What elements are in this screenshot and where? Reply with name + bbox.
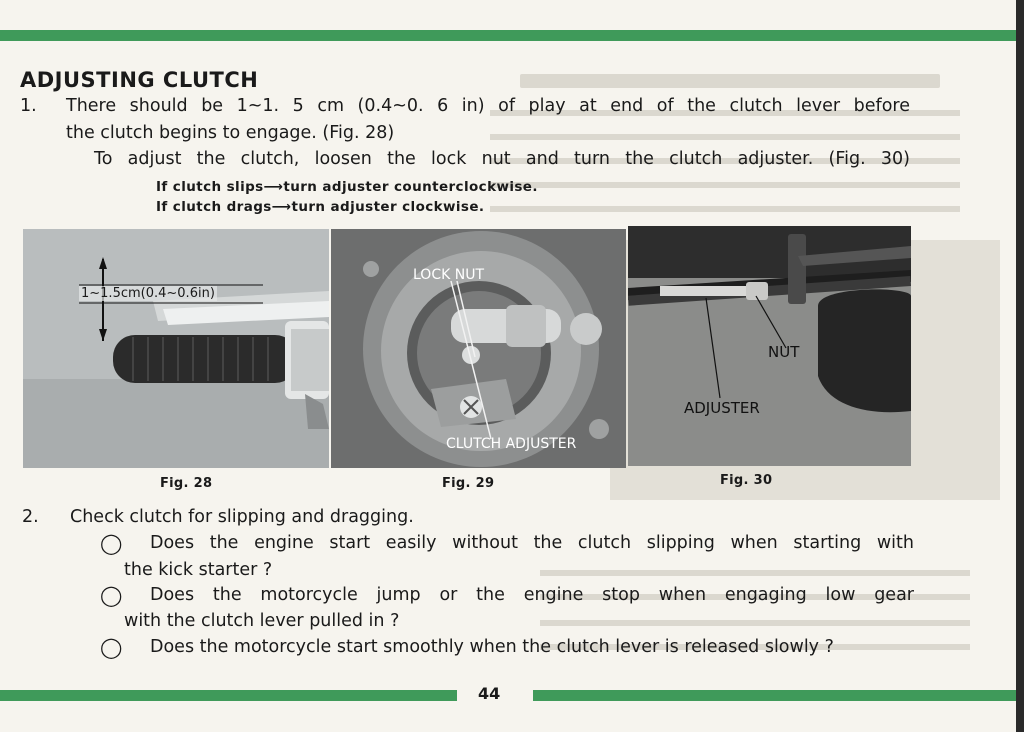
- nut-label: NUT: [768, 343, 800, 361]
- figure-29-photo: [331, 229, 626, 468]
- step-1-number: 1.: [20, 96, 37, 116]
- step-2-text: Check clutch for slipping and dragging.: [70, 507, 414, 527]
- step-1-line-2: the clutch begins to engage. (Fig. 28): [66, 123, 395, 143]
- bottom-green-rule-right: [533, 690, 1016, 701]
- question-1-bullet: ◯: [100, 531, 123, 555]
- figure-28-photo: [23, 229, 329, 468]
- figure-30-photo: [628, 226, 911, 466]
- page-edge: [1016, 0, 1024, 732]
- question-2-line-1: Does the motorcycle jump or the engine stop when engaging low gear: [150, 585, 914, 605]
- adjuster-label: ADJUSTER: [684, 399, 760, 417]
- question-3-bullet: ◯: [100, 635, 123, 659]
- play-measurement-label: 1~1.5cm(0.4~0.6in): [81, 286, 215, 301]
- question-3-line-1: Does the motorcycle start smoothly when the clutch lever is released slowly ?: [150, 637, 834, 657]
- question-2-bullet: ◯: [100, 583, 123, 607]
- step-1-line-1: There should be 1~1. 5 cm (0.4~0. 6 in) of play at end of the clutch lever before: [66, 96, 910, 116]
- bottom-green-rule-left: [0, 690, 457, 701]
- clutch-adjuster-label: CLUTCH ADJUSTER: [446, 436, 577, 452]
- section-heading: ADJUSTING CLUTCH: [20, 68, 259, 92]
- caption-fig-30: Fig. 30: [720, 473, 773, 488]
- clutch-cover-illustration: [331, 229, 626, 468]
- rule-clutch-slips: If clutch slips⟶turn adjuster counterclockwise.: [156, 179, 538, 195]
- question-2-line-2: with the clutch lever pulled in ?: [124, 611, 400, 631]
- question-1-line-2: the kick starter ?: [124, 560, 273, 580]
- rule-clutch-drags: If clutch drags⟶turn adjuster clockwise.: [156, 199, 485, 215]
- step-2-number: 2.: [22, 507, 39, 527]
- step-1-line-3: To adjust the clutch, loosen the lock nut and turn the clutch adjuster. (Fig. 30): [94, 149, 910, 169]
- page-number: 44: [478, 684, 501, 703]
- caption-fig-29: Fig. 29: [442, 476, 495, 491]
- caption-fig-28: Fig. 28: [160, 476, 213, 491]
- handlebar-grip-illustration: [23, 229, 329, 468]
- lock-nut-label: LOCK NUT: [413, 267, 484, 283]
- top-green-rule: [0, 30, 1016, 41]
- question-1-line-1: Does the engine start easily without the clutch slipping when starting with: [150, 533, 914, 553]
